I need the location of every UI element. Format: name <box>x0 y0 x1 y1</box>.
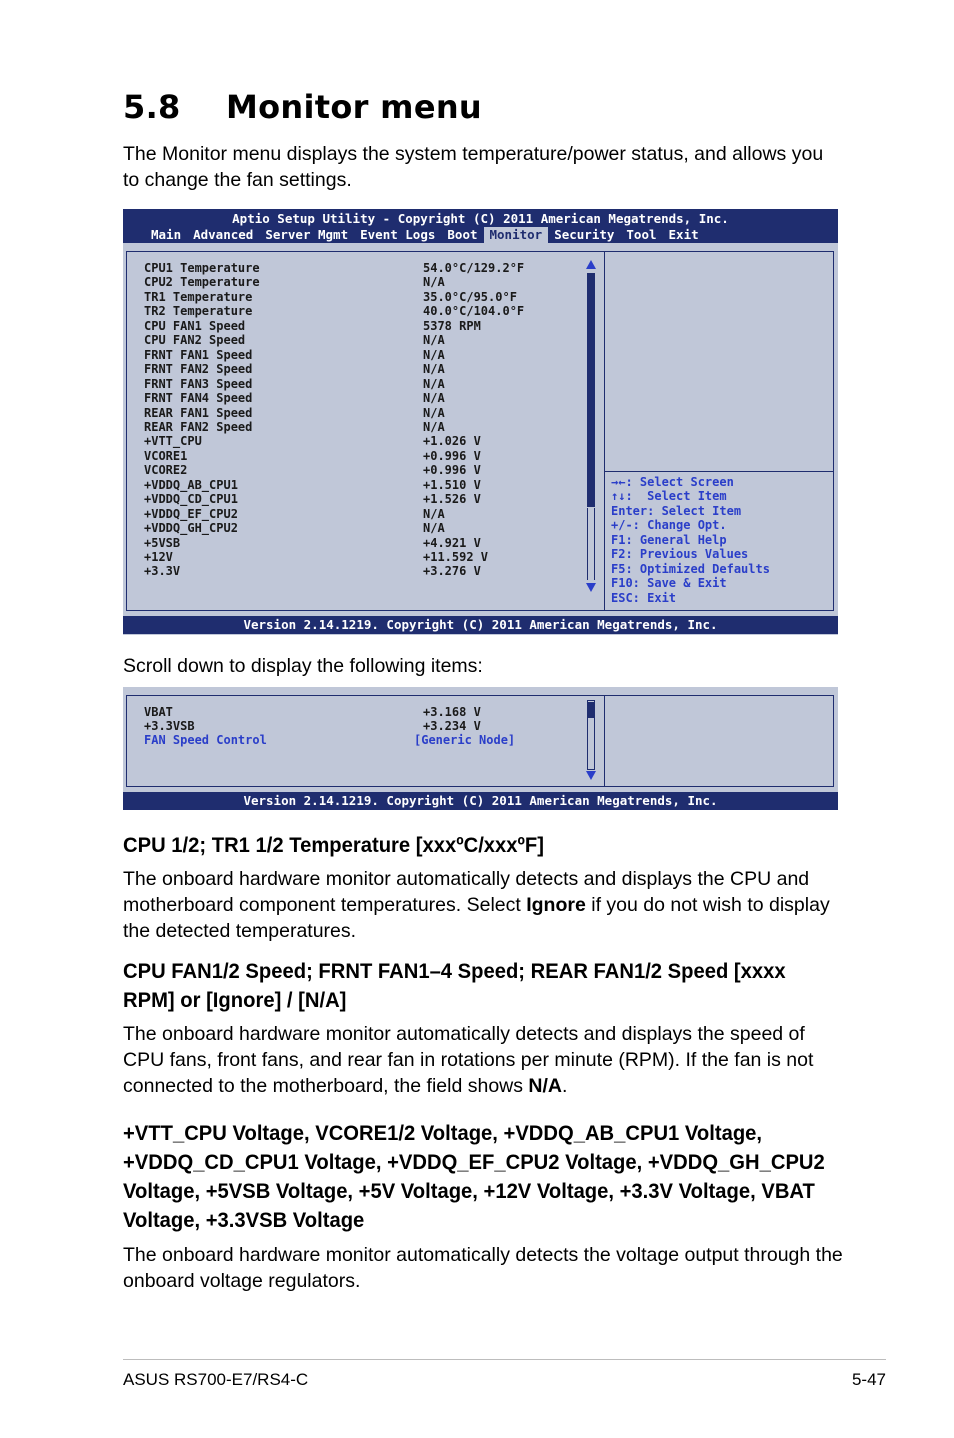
bios-row-label: +3.3V <box>144 564 181 579</box>
intro-paragraph: The Monitor menu displays the system temperature/power status, and allows you to change the fan settings. <box>123 143 824 191</box>
bios-row-label: +VTT_CPU <box>144 434 202 449</box>
paragraph-temperature <box>123 866 843 944</box>
heading-fan-speed: CPU FAN1/2 Speed; FRNT FAN1–4 Speed; REAR FAN1/2 Speed [xxxx RPM] or [Ignore] / [N/A] <box>123 959 786 1012</box>
bios-row-value: N/A <box>423 376 445 391</box>
bios-row-label: +VDDQ_CD_CPU1 <box>144 492 238 507</box>
bios-row-value: +1.026 V <box>423 434 481 449</box>
bios-row-value: N/A <box>423 362 445 377</box>
heading-voltage: +VTT_CPU Voltage, VCORE1/2 Voltage, +VDDQ_AB_CPU1 Voltage, +VDDQ_CD_CPU1 Voltage, +VDDQ_EF_CPU2 Voltage, +VDDQ_GH_CPU2 Voltage, +5VSB Voltage, +5V Voltage, +12V Voltage, +3.3V Voltage, VBAT Voltage, +3.3VSB Voltage <box>123 1121 825 1232</box>
bios-row-value: +3.234 V <box>423 719 481 734</box>
footer-page-number: 5-47 <box>851 1370 886 1389</box>
bios-row-value: N/A <box>423 275 445 290</box>
bios-menu-exit[interactable]: Exit <box>668 227 699 242</box>
bios-menu-bar <box>145 227 705 243</box>
scroll-down-icon[interactable] <box>586 583 596 592</box>
bios-row-value: N/A <box>423 391 445 406</box>
bios-row-value: [Generic Node] <box>414 733 516 748</box>
bios-title-text: Aptio Setup Utility - Copyright (C) 2011 American Megatrends, Inc. <box>232 211 729 226</box>
bios-help-panel <box>604 251 834 611</box>
bios-row-value: 40.0°C/104.0°F <box>423 304 525 319</box>
bios-row-label: FAN Speed Control <box>144 733 267 748</box>
bios-row-label: REAR FAN1 Speed <box>144 405 253 420</box>
bios-row-label: CPU2 Temperature <box>144 275 260 290</box>
bios-row-value: 35.0°C/95.0°F <box>423 289 517 304</box>
scroll-up-icon[interactable] <box>586 260 596 269</box>
bios-row-value: N/A <box>423 419 445 434</box>
bios-row-label: +3.3VSB <box>144 719 195 734</box>
scrollbar-thumb-2[interactable] <box>588 702 594 718</box>
help-line: →←: Select Screen <box>611 475 734 489</box>
bios-row-label: CPU FAN2 Speed <box>144 333 246 348</box>
bios-row-label: REAR FAN2 Speed <box>144 419 253 434</box>
bios-row-label: VBAT <box>144 705 173 719</box>
scrollbar-track[interactable] <box>587 508 595 580</box>
help-line: ESC: Exit <box>611 590 677 605</box>
bios-row-label: +VDDQ_GH_CPU2 <box>144 521 238 536</box>
bios-row-value: +3.276 V <box>423 564 481 579</box>
bios-row-value: 54.0°C/129.2°F <box>423 261 525 275</box>
bios-menu-main[interactable]: Main <box>151 227 182 242</box>
fan-text-2: . <box>562 1075 568 1097</box>
fan-text-bold: N/A <box>528 1075 563 1097</box>
bios-row-value: +1.526 V <box>423 492 481 507</box>
bios-row-label: +12V <box>144 550 173 564</box>
bios-title-bar <box>123 209 838 243</box>
section-title-text: Monitor menu <box>226 88 482 126</box>
bios-row-value: +3.168 V <box>423 705 481 719</box>
bios-menu-boot[interactable]: Boot <box>447 227 478 242</box>
help-line: F2: Previous Values <box>611 547 749 562</box>
bios-row-label: CPU FAN1 Speed <box>144 318 246 333</box>
help-divider <box>605 471 833 472</box>
bios-row-label: FRNT FAN3 Speed <box>144 376 253 391</box>
bios-row-value: N/A <box>423 347 445 362</box>
bios-row-label: FRNT FAN4 Speed <box>144 391 253 406</box>
bios-menu-server-mgmt[interactable]: Server Mgmt <box>265 227 349 242</box>
bios-row-label: VCORE1 <box>144 448 188 463</box>
bios-menu-tool[interactable]: Tool <box>626 227 657 242</box>
bios-row-label: TR2 Temperature <box>144 304 253 319</box>
bios-row-value: N/A <box>423 333 445 348</box>
temp-text-bold: Ignore <box>526 894 586 916</box>
bios-row-value: +1.510 V <box>423 477 481 492</box>
bios-row-label: TR1 Temperature <box>144 289 253 304</box>
bios-row-label: +5VSB <box>144 535 181 550</box>
bios-row-value: +0.996 V <box>423 448 481 463</box>
help-line: F10: Save & Exit <box>611 576 727 591</box>
bios-version-bar-2: Version 2.14.1219. Copyright (C) 2011 American Megatrends, Inc. <box>123 792 838 810</box>
bios-row-value: N/A <box>423 521 445 536</box>
paragraph-voltage: The onboard hardware monitor automatically detects the voltage output through the onboard voltage regulators. <box>123 1244 843 1292</box>
heading-temperature: CPU 1/2; TR1 1/2 Temperature [xxxºC/xxxºF] <box>123 833 544 857</box>
bios-row-value: +4.921 V <box>423 535 481 550</box>
bios-screen-main <box>123 209 838 635</box>
bios-row-label: +VDDQ_EF_CPU2 <box>144 506 238 521</box>
fan-text-1: The onboard hardware monitor automatically detects and displays the speed of CPU fans, front fans, and rear fan in rotations per minute (RPM). If the fan is not connected to the motherboard, the field shows <box>123 1023 814 1097</box>
bios-row-value: 5378 RPM <box>423 318 481 333</box>
footer-rule <box>123 1359 886 1360</box>
bios-row-value: +11.592 V <box>423 550 489 564</box>
bios-items-panel <box>126 251 605 611</box>
bios-menu-event-logs[interactable]: Event Logs <box>360 227 436 242</box>
bios-menu-advanced[interactable]: Advanced <box>193 227 254 242</box>
paragraph-fan-speed <box>123 1021 843 1099</box>
section-number: 5.8 <box>123 88 181 126</box>
help-line: ↑↓: Select Item <box>611 489 727 504</box>
footer-product: ASUS RS700-E7/RS4-C <box>123 1370 309 1389</box>
bios-version-bar: Version 2.14.1219. Copyright (C) 2011 American Megatrends, Inc. <box>123 616 838 634</box>
bios-help-panel-2 <box>604 695 834 787</box>
scroll-down-icon-2[interactable] <box>586 771 596 780</box>
bios-row-label: VCORE2 <box>144 463 188 478</box>
help-line: Enter: Select Item <box>611 503 742 518</box>
bios-row-value: N/A <box>423 405 445 420</box>
bios-menu-monitor[interactable]: Monitor <box>484 227 549 243</box>
bios-row-label: FRNT FAN2 Speed <box>144 362 253 377</box>
help-line: F5: Optimized Defaults <box>611 561 770 576</box>
help-line: F1: General Help <box>611 532 727 547</box>
section-title <box>123 88 482 126</box>
bios-menu-security[interactable]: Security <box>554 227 615 242</box>
bios-row-label: +VDDQ_AB_CPU1 <box>144 477 238 492</box>
scrollbar-thumb[interactable] <box>587 273 595 507</box>
help-line: +/-: Change Opt. <box>611 518 727 533</box>
temp-text-2: if you do not wish to display the detected temperatures. <box>123 894 830 942</box>
bios-row-label: CPU1 Temperature <box>144 261 260 275</box>
temp-text-1: The onboard hardware monitor automatically detects and displays the CPU and motherboard component temperatures. Select <box>123 868 810 916</box>
bios-row-value: +0.996 V <box>423 463 481 478</box>
bios-row-value: N/A <box>423 506 445 521</box>
bios-row-label: FRNT FAN1 Speed <box>144 347 253 362</box>
scroll-note: Scroll down to display the following items: <box>123 655 483 677</box>
bios-items-panel-2 <box>126 695 605 787</box>
